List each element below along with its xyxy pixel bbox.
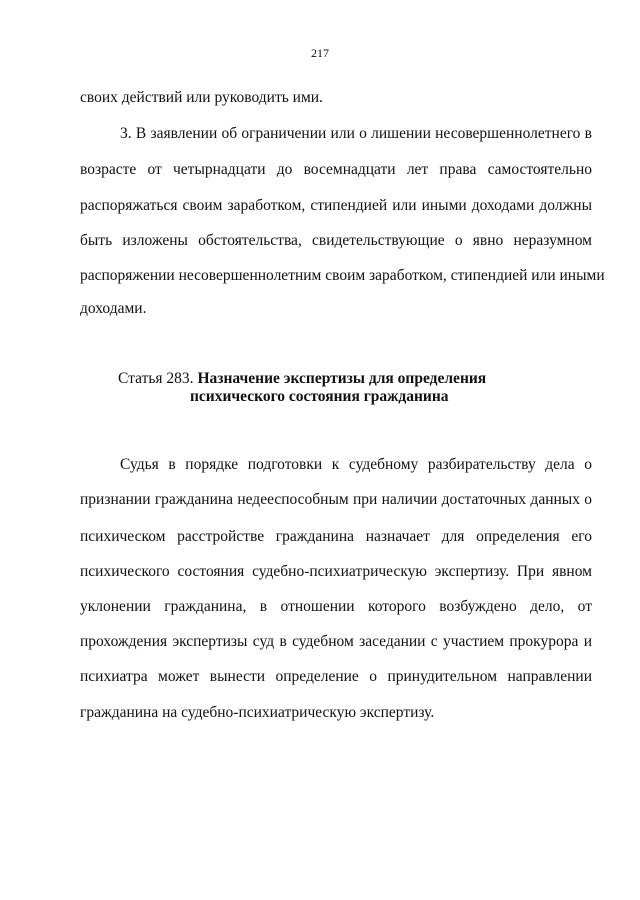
paragraph-line: прохождения экспертизы суд в судебном заседании с участием прокурора и [80, 633, 592, 650]
article-heading [118, 370, 486, 388]
paragraph-line: психиатра может вынести определение о принудительном направлении [80, 668, 592, 685]
paragraph-line: своих действий или руководить ими. [80, 89, 323, 106]
paragraph-line: возрасте от четырнадцати до восемнадцати лет права самостоятельно [80, 161, 592, 178]
article-label: Статья 283. [118, 370, 194, 387]
paragraph-line: доходами. [80, 300, 147, 317]
paragraph-line: Судья в порядке подготовки к судебному разбирательству дела о [120, 456, 592, 473]
article-title-line1: Назначение экспертизы для определения [197, 370, 487, 387]
paragraph-line: признании гражданина недееспособным при наличии достаточных данных о [80, 491, 592, 508]
paragraph-line: уклонении гражданина, в отношении которого возбуждено дело, от [80, 598, 592, 615]
paragraph-line: гражданина на судебно-психиатрическую экспертизу. [80, 704, 435, 721]
paragraph-line: распоряжаться своим заработком, стипендией или иными доходами должны [80, 197, 592, 214]
paragraph-line: психического состояния судебно-психиатрическую экспертизу. При явном [80, 563, 592, 580]
paragraph-line: распоряжении несовершеннолетним своим заработком, стипендией или иными [80, 267, 605, 284]
paragraph-line: психическом расстройстве гражданина назначает для определения его [80, 528, 592, 545]
page-number: 217 [311, 46, 329, 60]
article-title-line2: психического состояния гражданина [190, 388, 449, 405]
paragraph-line: быть изложены обстоятельства, свидетельствующие о явно неразумном [80, 232, 592, 249]
paragraph-line: 3. В заявлении об ограничении или о лишении несовершеннолетнего в [120, 125, 592, 142]
article-heading-line2 [190, 388, 449, 406]
